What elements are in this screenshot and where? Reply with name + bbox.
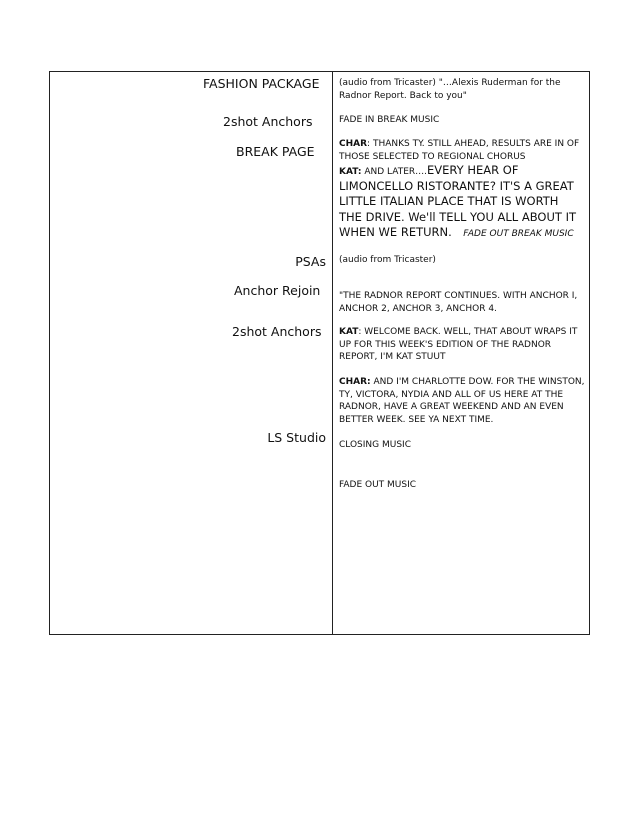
script-char-kat-block [339, 138, 585, 241]
speaker-kat-2: KAT [339, 327, 359, 337]
script-kat-line-2: KAT: WELCOME BACK. WELL, THAT ABOUT WRAPS IT UP FOR THIS WEEK'S EDITION OF THE RADNOR REPORT, I'M KAT STUUT [339, 327, 578, 362]
speaker-char: CHAR [339, 139, 368, 149]
script-char-line-2: CHAR: AND I'M CHARLOTTE DOW. FOR THE WINSTON, TY, VICTORA, NYDIA AND ALL OF US HERE AT THE RADNOR, HAVE A GREAT WEEKEND AND AN EVEN BETTER WEEK. SEE YA NEXT TIME. [339, 377, 585, 425]
cue-break-page: BREAK PAGE [236, 144, 315, 159]
script-audio-tricaster: (audio from Tricaster) [339, 255, 436, 265]
column-divider [332, 72, 333, 634]
cue-fashion-package: FASHION PACKAGE [203, 76, 320, 91]
script-fade-out-music: FADE OUT MUSIC [339, 480, 417, 490]
cue-2shot-anchors: 2shot Anchors [223, 114, 313, 129]
script-kat-line-1: KAT: AND LATER….EVERY HEAR OF LIMONCELLO RISTORANTE? IT'S A GREAT LITTLE ITALIAN PLACE THAT IS WORTH THE DRIVE. We'll TELL YOU ALL ABOUT IT WHEN WE RETURN. FADE OUT BREAK MUSIC [339, 163, 576, 239]
script-fade-in-break: FADE IN BREAK MUSIC [339, 115, 440, 125]
script-radnor-continues: "THE RADNOR REPORT CONTINUES. WITH ANCHOR I, ANCHOR 2, ANCHOR 3, ANCHOR 4. [339, 291, 578, 314]
script-audio-alexis: (audio from Tricaster) "…Alexis Ruderman for the Radnor Report. Back to you" [339, 78, 561, 101]
speaker-char-2: CHAR: [339, 377, 371, 387]
cue-2shot-anchors-2: 2shot Anchors [232, 324, 322, 339]
speaker-kat: KAT: [339, 167, 362, 177]
cue-psas: PSAs [295, 254, 326, 269]
cue-anchor-rejoin: Anchor Rejoin [234, 283, 321, 298]
script-char-line-1: CHAR: THANKS TY. STILL AHEAD, RESULTS ARE IN OF THOSE SELECTED TO REGIONAL CHORUS [339, 139, 580, 162]
script-closing-music: CLOSING MUSIC [339, 440, 411, 450]
cue-ls-studio: LS Studio [267, 430, 326, 445]
script-fade-out-break: FADE OUT BREAK MUSIC [463, 229, 574, 239]
script-table [49, 71, 590, 635]
